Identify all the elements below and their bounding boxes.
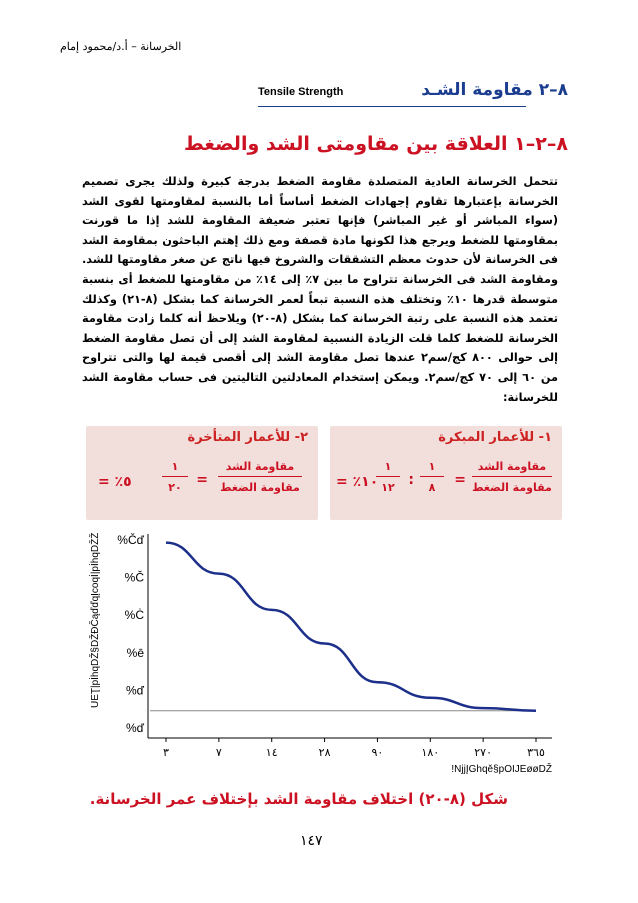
formula-early-denominator: مقاومة الضغط bbox=[472, 481, 552, 494]
x-tick-label: ٣٦٥ bbox=[527, 746, 545, 759]
section-title-en: Tensile Strength bbox=[258, 86, 344, 98]
x-tick-label: ١٤ bbox=[265, 746, 278, 759]
series-curve bbox=[166, 543, 536, 711]
formula-late-equals: = bbox=[196, 472, 208, 488]
y-axis-label: UEŢ|pİhqDŽ§DŽĐČąďďqĮcoqİ|pİhqDŽŽ bbox=[90, 532, 101, 708]
formula-early-ratio: ١ ٨ bbox=[420, 460, 444, 494]
formula-early-ratio-2: ١ ١٢ bbox=[376, 460, 400, 494]
x-axis-label: !NjjĮGhqě§pOIJEøøDŽ bbox=[451, 764, 552, 775]
x-tick-label: ٧ bbox=[215, 746, 222, 759]
formula-early-equals: = bbox=[454, 472, 466, 488]
x-tick-label: ٢٨ bbox=[318, 746, 331, 759]
formula-late-fraction bbox=[218, 460, 302, 494]
y-tick-group bbox=[117, 532, 144, 735]
x-tick-label: ٩٠ bbox=[371, 746, 384, 759]
strength-ratio-chart bbox=[84, 528, 562, 776]
formula-late-numerator: مقاومة الشد bbox=[218, 460, 302, 477]
y-tick-label: %ď bbox=[125, 683, 144, 698]
y-tick-label: %Čď bbox=[117, 533, 144, 547]
x-tick-label: ٢٧٠ bbox=[474, 746, 493, 759]
formula-box-early bbox=[330, 426, 562, 520]
subsection-title: ٨–٢–١ العلاقة بين مقاومتى الشد والضغط bbox=[184, 133, 568, 155]
formula-early-colon: : bbox=[408, 472, 414, 488]
y-tick-label: %ē bbox=[126, 645, 144, 660]
figure-caption: شكل (٨-٢٠) اختلاف مقاومة الشد بإختلاف عمر الخرسانة. bbox=[89, 790, 508, 808]
formula-late-result: ٥٪ = bbox=[98, 474, 132, 490]
section-title-ar: مقاومة الشـد bbox=[421, 80, 533, 100]
y-tick-label: %Ċ bbox=[124, 608, 144, 623]
formula-late-title: ٢- للأعمار المتأخرة bbox=[187, 430, 308, 445]
x-tick-group bbox=[163, 738, 545, 759]
formula-late-denominator: مقاومة الضغط bbox=[220, 481, 300, 494]
formula-late-ratio: ١ ٢٠ bbox=[162, 460, 188, 494]
formula-box-late bbox=[86, 426, 318, 520]
body-paragraph: تتحمل الخرسانة العادية المتصلدة مقاومة الضغط بدرجة كبيرة ولذلك يجرى تصميم الخرسانة بإعتبارها تقاوم إجهادات الضغط أساساً أما بالنسبة لمقاومتها لقوى الشد (سواء المباشر أو غير المباشر) فإنها تعتبر ضعيفة المقاومة للشد إذا ما قورنت بمقاومتها للضغط ويرجع هذا لكونها مادة قصفة ومع ذلك إهتم الباحثون بمقاومة الشد فى الخرسانة لأن حدوث معظم التشققات والشروخ فيها ناتج عن صغر مقاومتها للشد. ومقاومة الشد فى الخرسانة تتراوح ما بين ٧٪ إلى ١٤٪ من مقاومتها للضغط أى بنسبة متوسطة قدرها ١٠٪ وتختلف هذه النسبة تبعاً لعمر الخرسانة كما بشكل (٨-٢١) وكذلك تعتمد هذه النسبة على رتبة الخرسانة كما بشكل (٨-٢٠) ويلاحظ أنه كلما زادت مقاومة الخرسانة للضغط كلما قلت الزيادة النسبية لمقاومة الشد إلى أن تصل مقاومة الضغط إلى حوالى ٨٠٠ كج/سم٢ عندها تصل مقاومة الشد إلى أقصى قيمة لها والتى تتراوح من ٦٠ إلى ٧٠ كج/سم٢. ويمكن إستخدام المعادلتين التاليتين فى حساب مقاومة الشد للخرسانة: bbox=[82, 175, 558, 404]
formula-early-fraction bbox=[472, 460, 552, 494]
formula-early-title: ١- للأعمار المبكرة bbox=[438, 430, 552, 445]
section-underline bbox=[258, 106, 526, 107]
y-tick-label: %ď bbox=[125, 721, 144, 735]
section-number: ٨–٢ bbox=[538, 80, 568, 100]
x-tick-label: ٣ bbox=[163, 746, 169, 759]
page-number: ١٤٧ bbox=[300, 833, 323, 849]
running-header: الخرسانة – أ.د/محمود إمام bbox=[60, 40, 182, 53]
formula-early-numerator: مقاومة الشد bbox=[472, 460, 552, 477]
y-tick-label: %Č bbox=[124, 570, 144, 585]
formula-early-result: ١٠٪ = bbox=[336, 474, 379, 490]
x-tick-label: ١٨٠ bbox=[421, 746, 440, 759]
